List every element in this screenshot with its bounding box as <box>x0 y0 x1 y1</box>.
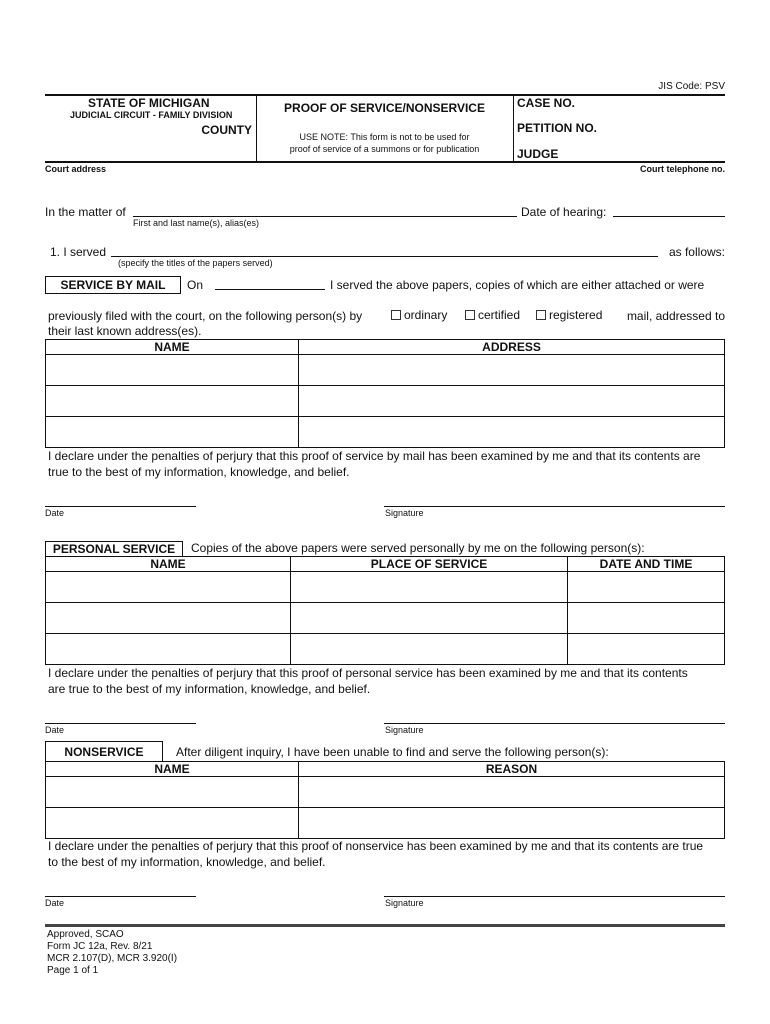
state-label: STATE OF MICHIGAN <box>88 96 210 110</box>
personal-date-line[interactable] <box>45 723 196 724</box>
personal-table <box>45 556 725 665</box>
checkbox-icon <box>391 310 401 320</box>
place-cell[interactable] <box>291 634 568 665</box>
signature-label: Signature <box>385 508 424 518</box>
reason-cell[interactable] <box>299 777 725 808</box>
signature-label: Signature <box>385 898 424 908</box>
date-time-cell[interactable] <box>568 634 725 665</box>
footer-page: Page 1 of 1 <box>47 965 99 976</box>
nonservice-date-line[interactable] <box>45 896 196 897</box>
address-cell[interactable] <box>299 417 725 448</box>
table-row <box>46 603 725 634</box>
on-label: On <box>187 278 204 292</box>
col-name: NAME <box>46 557 291 572</box>
signature-label: Signature <box>385 725 424 735</box>
as-follows-label: as follows: <box>668 245 725 259</box>
court-phone-label: Court telephone no. <box>640 164 725 174</box>
served-caption: (specify the titles of the papers served) <box>118 258 273 268</box>
address-cell[interactable] <box>299 386 725 417</box>
col-place: PLACE OF SERVICE <box>291 557 568 572</box>
name-cell[interactable] <box>46 417 299 448</box>
registered-label: registered <box>549 308 603 322</box>
table-row <box>46 417 725 448</box>
name-cell[interactable] <box>46 777 299 808</box>
reason-cell[interactable] <box>299 808 725 839</box>
checkbox-registered[interactable] <box>536 309 602 321</box>
table-row <box>46 572 725 603</box>
col-name: NAME <box>46 762 299 777</box>
personal-text: Copies of the above papers were served personally by me on the following person(s): <box>191 541 645 555</box>
mail-text-3: mail, addressed to <box>626 309 725 323</box>
footer-form-number: Form JC 12a, Rev. 8/21 <box>47 941 153 952</box>
table-row <box>46 386 725 417</box>
checkbox-icon <box>536 310 546 320</box>
name-cell[interactable] <box>46 603 291 634</box>
service-by-mail-heading: SERVICE BY MAIL <box>45 276 181 294</box>
date-label: Date <box>45 898 65 908</box>
date-time-cell[interactable] <box>568 603 725 634</box>
checkbox-certified[interactable] <box>465 309 520 321</box>
ordinary-label: ordinary <box>404 308 448 322</box>
matter-label: In the matter of <box>45 205 126 219</box>
nonservice-signature-line[interactable] <box>384 896 725 897</box>
mail-date-line[interactable] <box>45 506 196 507</box>
nonservice-table <box>45 761 725 839</box>
court-label: JUDICIAL CIRCUIT - FAMILY DIVISION <box>70 110 233 120</box>
name-cell[interactable] <box>46 572 291 603</box>
nonservice-declaration-1: I declare under the penalties of perjury that this proof of nonservice has been examined by me and that its contents are true <box>48 839 704 853</box>
hearing-date-input[interactable] <box>613 216 725 217</box>
mail-text-2: previously filed with the court, on the following person(s) by <box>48 309 363 323</box>
papers-served-input[interactable] <box>111 256 658 257</box>
footer-rules: MCR 2.107(D), MCR 3.920(I) <box>47 953 178 964</box>
place-cell[interactable] <box>291 572 568 603</box>
mail-declaration-1: I declare under the penalties of perjury that this proof of service by mail has been examined by me and that its contents are <box>48 449 701 463</box>
personal-declaration-1: I declare under the penalties of perjury that this proof of personal service has been examined by me and that its contents <box>48 666 688 680</box>
checkbox-ordinary[interactable] <box>391 309 447 321</box>
mail-date-input[interactable] <box>215 289 325 290</box>
nonservice-text: After diligent inquiry, I have been unable to find and serve the following person(s): <box>176 745 609 759</box>
mail-declaration-2: true to the best of my information, knowledge, and belief. <box>48 465 350 479</box>
name-cell[interactable] <box>46 808 299 839</box>
place-cell[interactable] <box>291 603 568 634</box>
divider <box>513 95 514 161</box>
use-note-1: USE NOTE: This form is not to be used for <box>299 132 470 142</box>
court-address-label: Court address <box>45 164 107 174</box>
matter-caption: First and last name(s), alias(es) <box>133 218 260 228</box>
name-cell[interactable] <box>46 355 299 386</box>
col-date-time: DATE AND TIME <box>568 557 725 572</box>
col-name: NAME <box>46 340 299 355</box>
mail-text-4: their last known address(es). <box>48 324 202 338</box>
date-time-cell[interactable] <box>568 572 725 603</box>
personal-signature-line[interactable] <box>384 723 725 724</box>
footer-approved: Approved, SCAO <box>47 929 124 940</box>
petition-no-field[interactable]: PETITION NO. <box>517 121 598 135</box>
footer-divider <box>45 924 725 927</box>
checkbox-icon <box>465 310 475 320</box>
mail-text-1: I served the above papers, copies of which are either attached or were <box>330 278 705 292</box>
county-label: COUNTY <box>201 123 252 137</box>
name-cell[interactable] <box>46 634 291 665</box>
date-label: Date <box>45 508 65 518</box>
hearing-label: Date of hearing: <box>521 205 607 219</box>
name-cell[interactable] <box>46 386 299 417</box>
served-label: 1. I served <box>50 245 107 259</box>
table-row <box>46 808 725 839</box>
case-no-field[interactable]: CASE NO. <box>517 96 576 110</box>
mail-signature-line[interactable] <box>384 506 725 507</box>
col-reason: REASON <box>299 762 725 777</box>
nonservice-heading: NONSERVICE <box>45 741 163 761</box>
date-label: Date <box>45 725 65 735</box>
nonservice-declaration-2: to the best of my information, knowledge, and belief. <box>48 855 326 869</box>
personal-service-heading: PERSONAL SERVICE <box>45 541 183 556</box>
table-row <box>46 777 725 808</box>
table-row <box>46 634 725 665</box>
use-note-2: proof of service of a summons or for publication <box>289 144 480 154</box>
col-address: ADDRESS <box>299 340 725 355</box>
mail-table <box>45 339 725 448</box>
matter-name-input[interactable] <box>133 216 517 217</box>
table-row <box>46 355 725 386</box>
jis-code: JIS Code: PSV <box>658 81 725 92</box>
address-cell[interactable] <box>299 355 725 386</box>
personal-declaration-2: are true to the best of my information, knowledge, and belief. <box>48 682 371 696</box>
divider <box>45 161 725 163</box>
form-title: PROOF OF SERVICE/NONSERVICE <box>284 101 485 115</box>
certified-label: certified <box>478 308 521 322</box>
judge-field[interactable]: JUDGE <box>517 147 559 161</box>
